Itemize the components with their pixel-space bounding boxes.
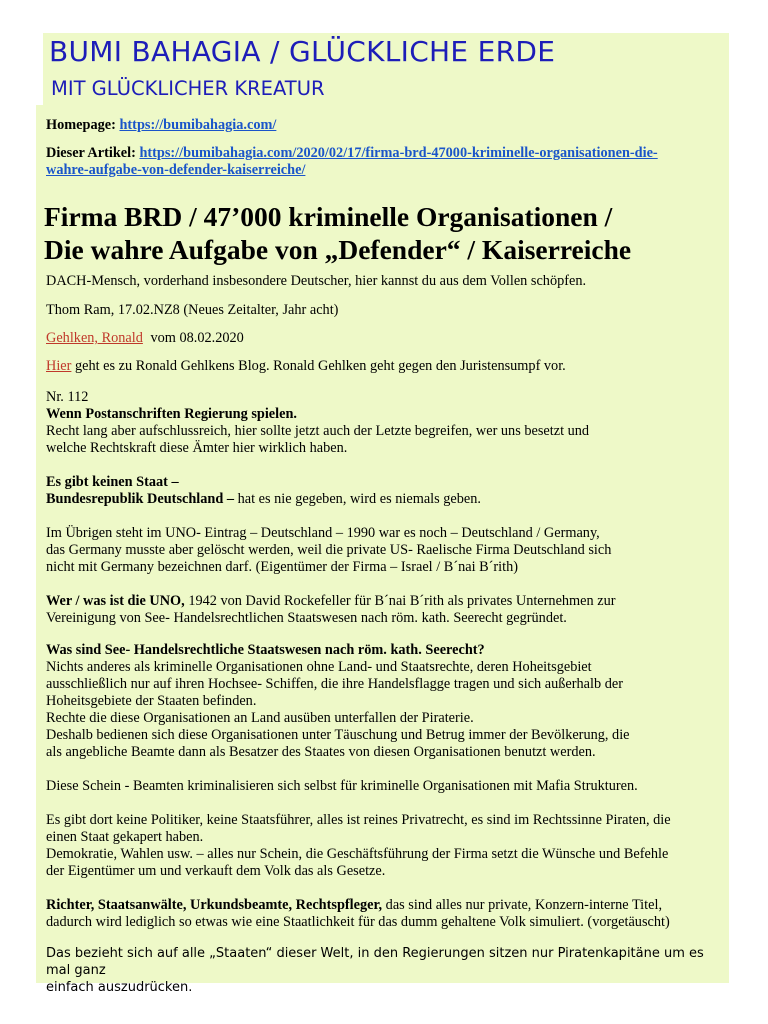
site-header	[43, 33, 729, 105]
homepage-label: Homepage:	[46, 117, 116, 133]
blog-line	[46, 358, 723, 375]
site-subtitle: MIT GLÜCKLICHER KREATUR	[51, 77, 325, 100]
article-label: Dieser Artikel:	[46, 145, 136, 161]
article-link[interactable]: https://bumibahagia.com/2020/02/17/firma-brd-47000-kriminelle-organisationen-die- wahre-aufgabe-von-defender-kaiserreiche/	[46, 145, 658, 178]
paragraph-1: Recht lang aber aufschlussreich, hier sollte jetzt auch der Letzte begreifen, wer uns besetzt und welche Rechtskraft diese Ämter hier wirklich haben.	[46, 423, 590, 456]
byline: Thom Ram, 17.02.NZ8 (Neues Zeitalter, Jahr acht)	[46, 302, 339, 318]
heading-kein-staat: Es gibt keinen Staat –	[46, 474, 179, 490]
author-link[interactable]: Gehlken, Ronald	[46, 330, 143, 346]
author-date: vom 08.02.2020	[150, 330, 244, 346]
homepage-link[interactable]: https://bumibahagia.com/	[119, 117, 277, 133]
heading-seerecht: Was sind See- Handelsrechtliche Staatswesen nach röm. kath. Seerecht?	[46, 642, 485, 658]
article-body	[36, 105, 729, 995]
heading-brd-line: Bundesrepublik Deutschland – hat es nie gegeben, wird es niemals geben.	[46, 491, 481, 507]
paragraph-2: Im Übrigen steht im UNO- Eintrag – Deutschland – 1990 war es noch – Deutschland / Germany, das Germany musste aber gelöscht werden, weil die private US- Raelische Firma Deutschland sich nicht mit Germany bezeichnen darf. (Eigentümer der Firma – Israel / B´nai B´rith)	[46, 525, 612, 575]
paragraph-5: Es gibt dort keine Politiker, keine Staatsführer, alles ist reines Privatrecht, es sind im Rechtssinne Piraten, die einen Staat gekapert haben. Demokratie, Wahlen usw. – alles nur Schein, die Geschäftsführung der Firma setzt die Wünsche und Befehle der Eigentümer um und verkauft dem Volk das als Gesetze.	[46, 812, 671, 879]
homepage-line	[46, 117, 723, 134]
blog-text: geht es zu Ronald Gehlkens Blog. Ronald Gehlken geht gegen den Juristensumpf vor.	[74, 358, 566, 374]
site-title: BUMI BAHAGIA / GLÜCKLICHE ERDE	[49, 35, 556, 68]
paragraph-4: Diese Schein - Beamten kriminalisieren sich selbst für kriminelle Organisationen mit Mafia Strukturen.	[46, 778, 638, 794]
article-link-line	[46, 145, 723, 179]
here-link[interactable]: Hier	[46, 358, 72, 374]
author-line	[46, 330, 723, 347]
paragraph-3: Nichts anderes als kriminelle Organisationen ohne Land- und Staatsrechte, deren Hoheitsgebiet ausschließlich nur auf ihren Hochsee- Schiffen, die ihre Handelsflagge tragen und sich außerhalb der Hoheitsgebiete der Staaten befinden. Rechte die diese Organisationen an Land ausüben unterfallen der Piraterie. Deshalb bedienen sich diese Organisationen unter Täuschung und Betrug immer der Bevölkerung, die als angebliche Beamte dann als Besatzer des Staates von diesen Organisationen benutzt werden.	[46, 659, 630, 760]
article-title: Firma BRD / 47’000 kriminelle Organisationen / Die wahre Aufgabe von „Defender“ / Kaiserreiche	[44, 201, 632, 265]
intro-text: DACH-Mensch, vorderhand insbesondere Deutscher, hier kannst du aus dem Vollen schöpfen.	[46, 273, 587, 289]
paragraph-7: Das bezieht sich auf alle „Staaten“ dieser Welt, in den Regierungen sitzen nur Piratenkapitäne um es mal ganz einfach auszudrücken.	[46, 946, 704, 995]
paragraph-uno: Wer / was ist die UNO, 1942 von David Rockefeller für B´nai B´rith als privates Unternehmen zur Vereinigung von See- Handelsrechtlichen Staatswesen nach röm. kath. Seerecht gegründet.	[46, 593, 616, 626]
paragraph-6: Richter, Staatsanwälte, Urkundsbeamte, Rechtspfleger, das sind alles nur private, Konzern-interne Titel, dadurch wird lediglich so etwas wie eine Staatlichkeit für das dumm gehaltene Volk simuliert. (vorgetäuscht)	[46, 897, 670, 930]
heading-postanschriften: Wenn Postanschriften Regierung spielen.	[46, 406, 297, 422]
article-number: Nr. 112	[46, 389, 89, 405]
